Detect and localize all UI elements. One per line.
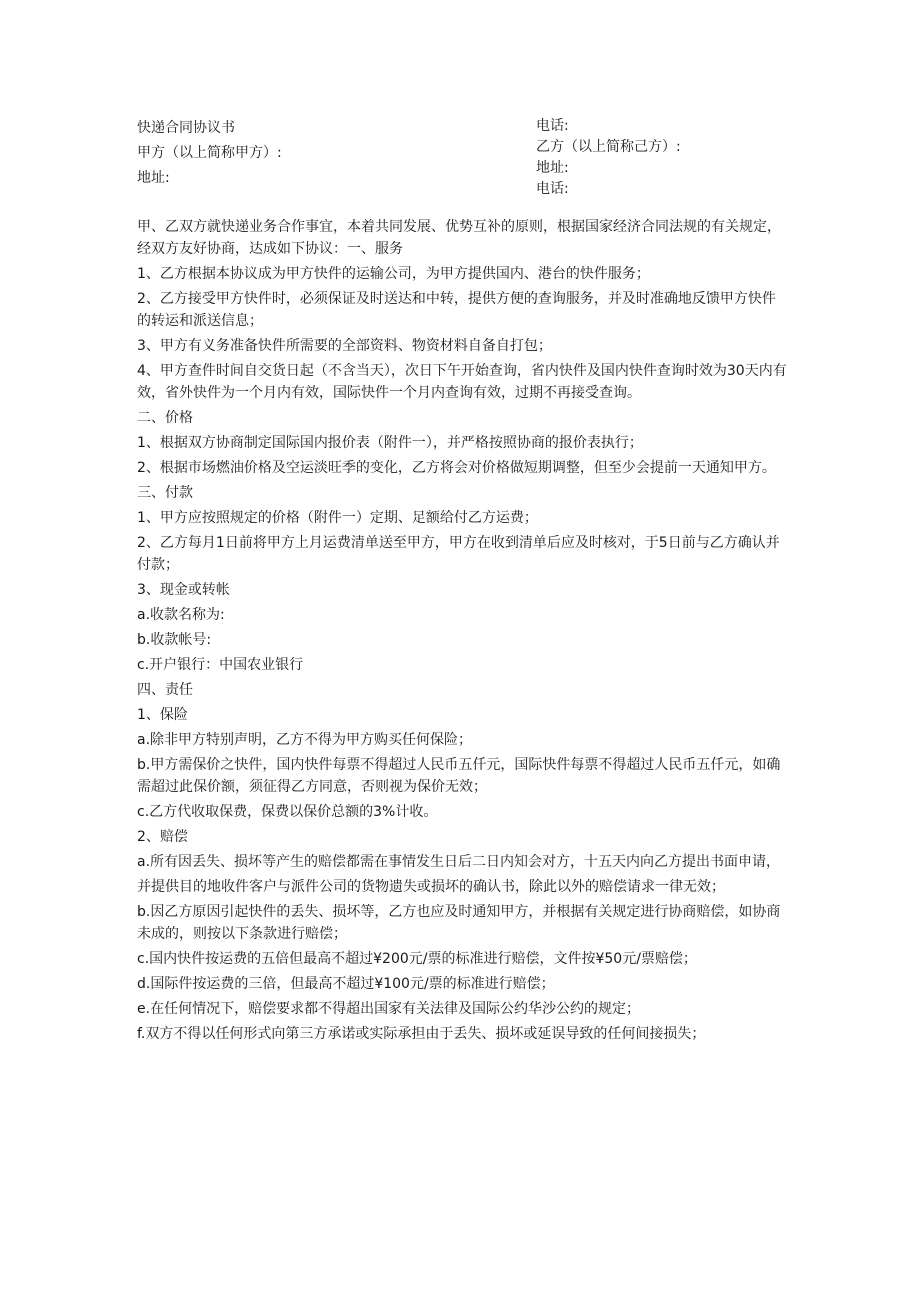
- compensation-heading: 2、赔偿: [137, 829, 188, 845]
- price-clause-1: 1、根据双方协商制定国际国内报价表（附件一），并严格按照协商的报价表执行；: [137, 435, 643, 451]
- price-clause-2: 2、根据市场燃油价格及空运淡旺季的变化，乙方将会对价格做短期调整，但至少会提前一天通知甲方。: [137, 460, 776, 476]
- contract-body: [137, 216, 787, 1048]
- intro-paragraph: 甲、乙双方就快递业务合作事宜，本着共同发展、优势互补的原则，根据国家经济合同法规的有关规定，经双方友好协商，达成如下协议：一、服务: [137, 219, 781, 257]
- header-right: [536, 116, 681, 200]
- payee-name: a.收款名称为:: [137, 607, 225, 623]
- section-heading-price: 二、价格: [137, 410, 193, 426]
- compensation-clause-f: f.双方不得以任何形式向第三方承诺或实际承担由于丢失、损坏或延误导致的任何间接损失；: [137, 1026, 706, 1042]
- insurance-clause-c: c.乙方代收取保费，保费以保价总额的3%计收。: [137, 804, 438, 820]
- compensation-clause-e: e.在任何情况下，赔偿要求都不得超出国家有关法律及国际公约华沙公约的规定；: [137, 1001, 641, 1017]
- party-a-label: 甲方（以上简称甲方）:: [137, 145, 282, 161]
- service-clause-4: 4、甲方查件时间自交货日起（不含当天），次日下午开始查询，省内快件及国内快件查询时效为30天内有效，省外快件为一个月内有效，国际快件一个月内查询有效，过期不再接受查询。: [137, 363, 787, 401]
- service-clause-2: 2、乙方接受甲方快件时，必须保证及时送达和中转，提供方便的查询服务，并及时准确地反馈甲方快件的转运和派送信息；: [137, 291, 776, 329]
- compensation-clause-a: a.所有因丢失、损坏等产生的赔偿都需在事情发生日后二日内知会对方，十五天内向乙方提出书面申请，: [137, 854, 781, 870]
- payee-account: b.收款帐号:: [137, 632, 212, 648]
- insurance-heading: 1、保险: [137, 707, 188, 723]
- party-b-label: 乙方（以上简称己方）:: [536, 139, 681, 155]
- document-title: 快递合同协议书: [137, 120, 235, 136]
- compensation-clause-d: d.国际件按运费的三倍，但最高不超过¥100元/票的标准进行赔偿；: [137, 976, 555, 992]
- insurance-clause-b: b.甲方需保价之快件，国内快件每票不得超过人民币五仟元，国际快件每票不得超过人民币五仟元，如确需超过此保价额，须征得乙方同意，否则视为保价无效；: [137, 757, 781, 795]
- payment-clause-2: 2、乙方每月1日前将甲方上月运费清单送至甲方，甲方在收到清单后应及时核对，于5日前与乙方确认并付款；: [137, 535, 780, 573]
- compensation-clause-b: b.因乙方原因引起快件的丢失、损坏等，乙方也应及时通知甲方，并根据有关规定进行协商赔偿，如协商未成的，则按以下条款进行赔偿；: [137, 904, 781, 942]
- payment-clause-3: 3、现金或转帐: [137, 582, 230, 598]
- address-a-label: 地址:: [137, 170, 170, 186]
- service-clause-1: 1、乙方根据本协议成为甲方快件的运输公司，为甲方提供国内、港台的快件服务；: [137, 266, 650, 282]
- compensation-clause-c: c.国内快件按运费的五倍但最高不超过¥200元/票的标准进行赔偿，文件按¥50元/票赔偿；: [137, 951, 697, 967]
- address-b-label: 地址:: [536, 160, 569, 176]
- service-clause-3: 3、甲方有义务准备快件所需要的全部资料、物资材料自备自打包；: [137, 338, 552, 354]
- insurance-clause-a: a.除非甲方特别声明，乙方不得为甲方购买任何保险；: [137, 732, 473, 748]
- section-heading-liability: 四、责任: [137, 682, 193, 698]
- section-heading-payment: 三、付款: [137, 485, 193, 501]
- phone-label-2: 电话:: [536, 181, 569, 197]
- payment-clause-1: 1、甲方应按照规定的价格（附件一）定期、足额给付乙方运费；: [137, 510, 538, 526]
- compensation-clause-a-cont: 并提供目的地收件客户与派件公司的货物遗失或损坏的确认书，除此以外的赔偿请求一律无效；: [137, 879, 725, 895]
- phone-label-1: 电话:: [536, 118, 569, 134]
- header-left: [137, 116, 282, 191]
- payee-bank: c.开户银行：中国农业银行: [137, 657, 304, 673]
